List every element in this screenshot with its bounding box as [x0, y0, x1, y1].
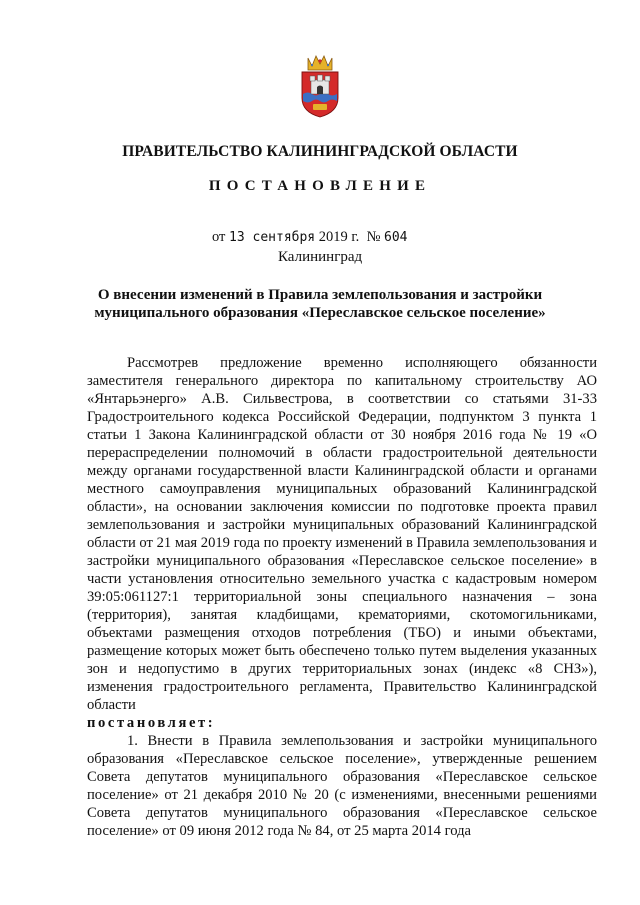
- date-number-line: [212, 229, 408, 246]
- number-sign: №: [366, 229, 381, 245]
- city: Калининград: [278, 249, 363, 265]
- coat-of-arms-icon: [299, 54, 341, 118]
- date-handwritten: 13 сентября: [229, 230, 316, 245]
- paragraph-preamble: Рассмотрев предложение временно исполняющего обязанности заместителя генерального директора по капитальному строительству АО «Янтарьэнерго» А.В. Сильвестрова, в соответствии со статьями 31-33 Градостроительного кодекса Российской Федерации, подпунктом 3 пункта 1 статьи 1 Закона Калининградской области от 30 ноября 2016 года № 19 «О перераспределении полномочий в области градостроительной деятельности между органами государственной власти Калининградской области и органами местного самоуправления муниципальных образований Калининградской области», на основании заключения комиссии по подготовке проекта правил землепользования и застройки муниципальных образований Калининградской области от 21 мая 2019 года по проекту изменений в Правила землепользования и застройки муниципального образования «Переславское сельское поселение» в части установления относительно земельного участка с кадастровым номером 39:05:061127:1 территориальной зоны специального назначения – зона (территория), занятая кладбищами, крематориями, скотомогильниками, объектами размещения отходов потребления (ТБО) и иными объектами, размещение которых может быть обеспечено только путем выделения указанных зон и недопустимо в других территориальных зонах (индекс «8 СНЗ»), изменения градостроительного регламента, Правительство Калининградской области: [87, 355, 597, 713]
- date-year: 2019 г.: [318, 229, 360, 245]
- subject-line-1: О внесении изменений в Правила землепользования и застройки: [97, 287, 543, 303]
- resolves-word: постановляет:: [87, 715, 216, 731]
- subject-heading: [0, 286, 640, 322]
- government-title: ПРАВИТЕЛЬСТВО КАЛИНИНГРАДСКОЙ ОБЛАСТИ: [122, 143, 518, 160]
- paragraph-item-1: 1. Внести в Правила землепользования и застройки муниципального образования «Переславское сельское поселение», утвержденные решением Совета депутатов муниципального образования «Переславское сельское поселение» от 21 декабря 2010 № 20 (с изменениями, внесенными решениями Совета депутатов муниципального образования «Переславское сельское поселение» от 09 июня 2012 года № 84, от 25 марта 2014 года: [87, 733, 597, 839]
- document-type: ПОСТАНОВЛЕНИЕ: [208, 178, 432, 194]
- document-number: 604: [384, 230, 408, 245]
- date-prefix: от: [212, 229, 226, 245]
- body-text: [87, 354, 597, 840]
- subject-line-2: муниципального образования «Переславское сельское поселение»: [94, 305, 546, 321]
